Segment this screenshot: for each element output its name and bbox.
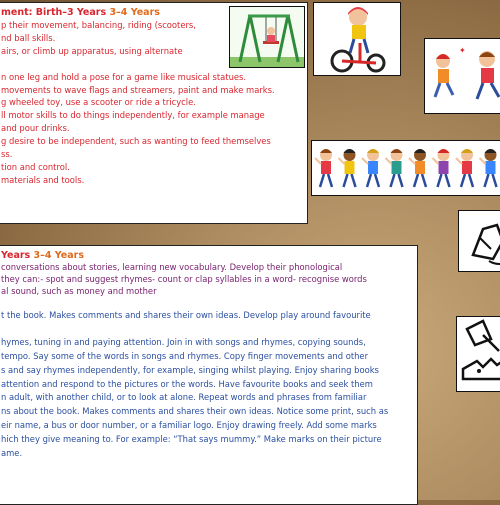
child-figure (480, 149, 497, 187)
hand-writing-icon (458, 210, 500, 272)
physical-text-line: p their movement, balancing, riding (scooters, (1, 20, 196, 30)
literacy-text-line: s and say rhymes independently, for example, singing whilst playing. Enjoy sharing books (1, 364, 379, 375)
physical-text-line: tion and control. (1, 161, 70, 172)
literacy-text-line: they can:- spot and suggest rhymes- count or clap syllables in a word- recognise words (1, 274, 367, 285)
svg-text:✦: ✦ (459, 46, 466, 55)
literacy-text-line: conversations about stories, learning new vocabulary. Develop their phonological (1, 262, 343, 272)
child-figure (339, 149, 356, 187)
child-figure (409, 149, 426, 187)
physical-text-line: materials and tools. (1, 174, 85, 185)
literacy-heading-3-4: 3–4 Years (33, 250, 84, 261)
physical-text-line: nd ball skills. (1, 32, 56, 43)
heading-birth-3: Birth–3 Years (35, 7, 110, 18)
literacy-text-line: n adult, with another child, or to look at alone. Repeat words and phrases from familiar (1, 392, 367, 403)
physical-text-line: ll motor skills to do things independently, for example manage (1, 110, 265, 121)
child-figure (386, 149, 403, 187)
tricycle-illustration (313, 2, 401, 76)
physical-text-line: g desire to be independent, such as wanting to feed themselves (1, 136, 271, 147)
literacy-heading (1, 250, 84, 261)
physical-text-line: movements to wave flags and streamers, paint and make marks. (1, 84, 275, 95)
children-line-illustration (311, 140, 500, 196)
literacy-panel (0, 245, 418, 505)
child-figure (362, 149, 379, 187)
literacy-text-line: ame. (1, 447, 23, 458)
literacy-text-line: ns about the book. Makes comments and shares their own ideas. Notice some print, such as (1, 406, 389, 417)
physical-text-line: airs, or climb up apparatus, using alternate (1, 45, 183, 56)
physical-text-line: and pour drinks. (1, 123, 70, 134)
children-running-illustration (424, 38, 500, 114)
physical-heading (1, 7, 160, 18)
child-figure (456, 149, 473, 187)
child-figure (433, 149, 450, 187)
swing-illustration (229, 6, 305, 68)
literacy-text-line: tempo. Say some of the words in songs and rhymes. Copy finger movements and other (1, 351, 369, 361)
physical-text-line: g wheeled toy, use a scooter or ride a tricycle. (1, 97, 196, 108)
heading-3-4: 3–4 Years (109, 7, 160, 18)
literacy-text-line: eir name, a bus or door number, or a familiar logo. Enjoy drawing freely. Add some marks (1, 420, 377, 430)
literacy-text-line: hich they give meaning to. For example: “That says mummy.” Make marks on their picture (1, 433, 382, 444)
physical-heading-prefix: ment: (1, 7, 36, 18)
physical-text-line: n one leg and hold a pose for a game like musical statues. (1, 71, 247, 82)
literacy-text-line: al sound, such as money and mother (1, 286, 157, 297)
physical-text-line: ss. (1, 149, 13, 159)
literacy-text-line: t the book. Makes comments and shares their own ideas. Develop play around favourite (1, 309, 371, 320)
literacy-heading-prefix: Years (1, 250, 34, 261)
hand-drawing-icon (456, 316, 500, 392)
child-figure (315, 149, 332, 187)
literacy-text-line: hymes, tuning in and paying attention. Join in with songs and rhymes, copying sounds, (1, 337, 366, 348)
literacy-text-line: attention and respond to the pictures or the words. Have favourite books and seek them (1, 378, 373, 389)
